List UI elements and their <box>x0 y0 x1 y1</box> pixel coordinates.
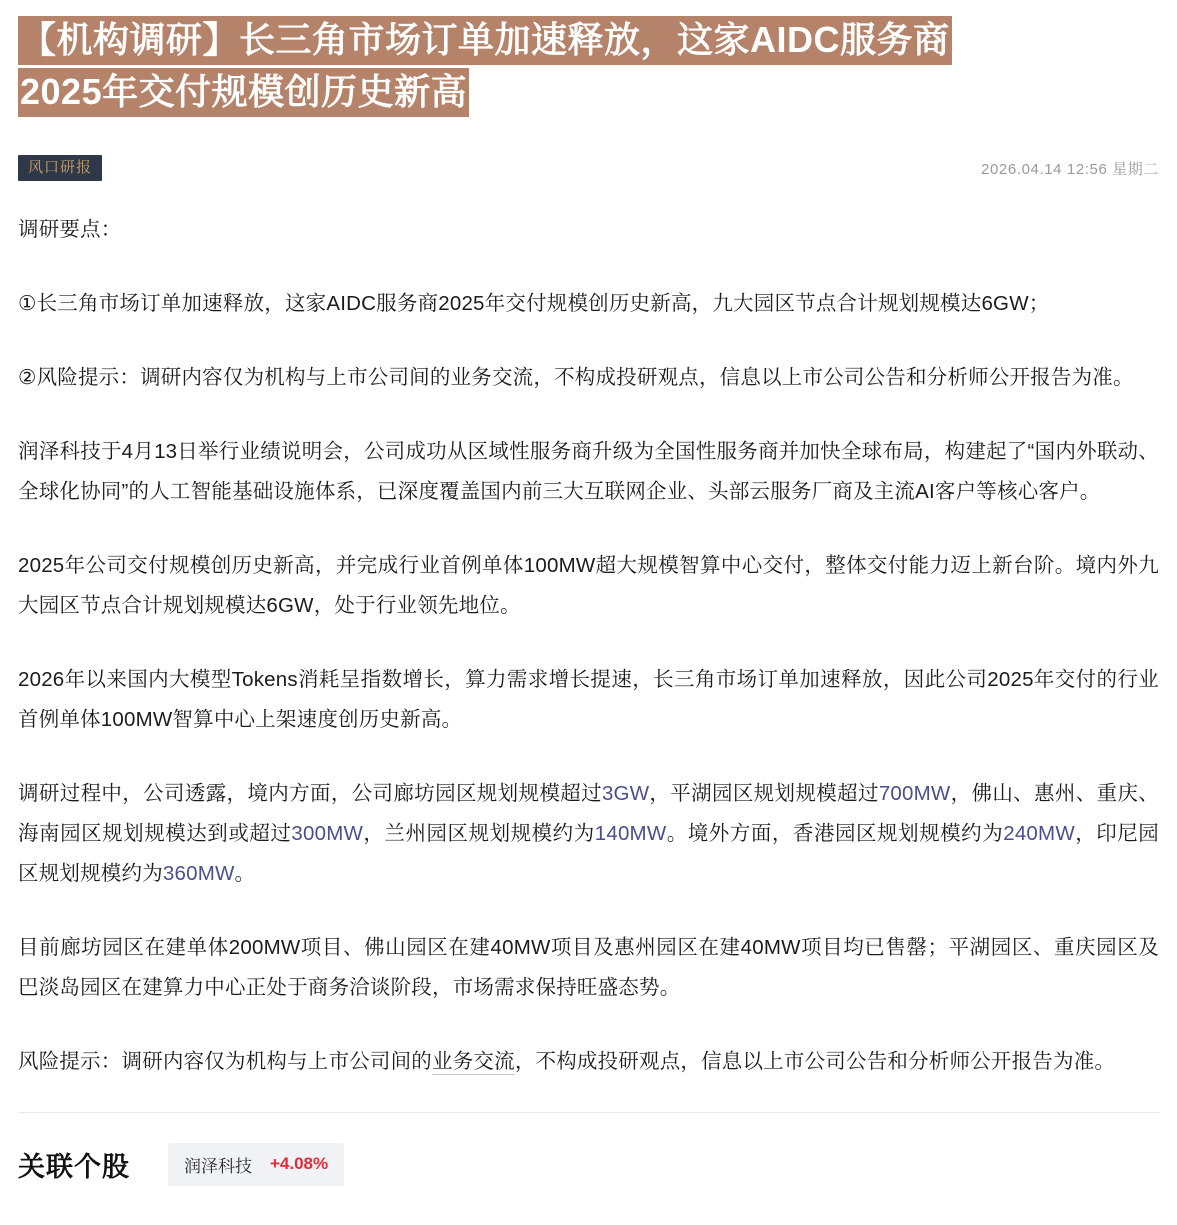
park-capacity-text-g: 。 <box>234 862 256 886</box>
park-capacity-text-b: ，平湖园区规划规模超过 <box>649 782 879 806</box>
capacity-value-foshan-group: 300MW <box>291 822 364 846</box>
risk-disclaimer-text-a: 风险提示：调研内容仅为机构与上市公司间的 <box>18 1049 432 1073</box>
status-badge[interactable]: 风口研报 <box>18 155 102 181</box>
paragraph-keypoint-1: ①长三角市场订单加速释放，这家AIDC服务商2025年交付规模创历史新高，九大园区节点合计规划规模达6GW； <box>18 292 1050 316</box>
title-block <box>18 0 1159 120</box>
capacity-value-pinghu: 700MW <box>878 782 951 806</box>
paragraph-delivery-scale: 2025年公司交付规模创历史新高，并完成行业首例单体100MW超大规模智算中心交付，整体交付能力迈上新台阶。境内外九大园区节点合计规划规模达6GW，处于行业领先地位。 <box>18 554 1159 618</box>
paragraph-keypoint-2: ②风险提示：调研内容仅为机构与上市公司间的业务交流，不构成投研观点，信息以上市公司公告和分析师公开报告为准。 <box>18 366 1134 390</box>
park-capacity-text-d: ，兰州园区规划规模约为 <box>363 822 595 846</box>
paragraph-tokens-demand: 2026年以来国内大模型Tokens消耗呈指数增长，算力需求增长提速，长三角市场订单加速释放，因此公司2025年交付的行业首例单体100MW智算中心上架速度创历史新高。 <box>18 668 1159 732</box>
capacity-value-hongkong: 240MW <box>1003 822 1075 846</box>
risk-disclaimer-emphasis: 业务交流 <box>432 1049 515 1073</box>
article-body <box>18 210 1159 1082</box>
capacity-value-lanzhou: 140MW <box>594 822 667 846</box>
paragraph-intro-heading: 调研要点： <box>18 218 122 242</box>
paragraph-park-capacity <box>18 774 1159 894</box>
related-stock-name: 润泽科技 <box>184 1156 252 1176</box>
capacity-value-indonesia: 360MW <box>162 862 235 886</box>
paragraph-risk-disclaimer <box>18 1042 1159 1082</box>
paragraph-company-overview: 润泽科技于4月13日举行业绩说明会，公司成功从区域性服务商升级为全国性服务商并加快全球布局，构建起了“国内外联动、全球化协同”的人工智能基础设施体系，已深度覆盖国内前三大互联网企业、头部云服务厂商及主流AI客户等核心客户。 <box>18 440 1159 504</box>
related-stock-chip[interactable] <box>168 1143 344 1186</box>
publish-timestamp: 2026.04.14 12:56 星期二 <box>981 160 1159 178</box>
park-capacity-text-a: 调研过程中，公司透露，境内方面，公司廊坊园区规划规模超过 <box>18 782 602 806</box>
park-capacity-text-c: ，佛山、惠州、重庆、海南园区规划规模达到或超过 <box>18 782 1160 846</box>
page-title <box>18 14 1159 118</box>
footer-divider <box>18 1112 1159 1113</box>
park-capacity-text-e: 。境外方面，香港园区规划规模约为 <box>666 822 1004 846</box>
page-title-line-2: 2025年交付规模创历史新高 <box>18 68 469 117</box>
related-stock-change: +4.08% <box>270 1154 329 1174</box>
paragraph-under-construction: 目前廊坊园区在建单体200MW项目、佛山园区在建40MW项目及惠州园区在建40MW项目均已售罄；平湖园区、重庆园区及巴淡岛园区在建算力中心正处于商务洽谈阶段，市场需求保持旺盛态势。 <box>18 936 1159 999</box>
article-meta-row <box>18 152 1159 184</box>
risk-disclaimer-text-b: ，不构成投研观点，信息以上市公司公告和分析师公开报告为准。 <box>514 1049 1116 1073</box>
park-capacity-text-f: ，印尼园区规划规模约为 <box>18 822 1160 886</box>
page-title-line-1: 【机构调研】长三角市场订单加速释放，这家AIDC服务商 <box>18 16 952 65</box>
related-stocks-heading: 关联个股 <box>18 1151 130 1182</box>
capacity-value-langfang: 3GW <box>601 782 650 806</box>
related-stocks-section <box>18 1143 1159 1212</box>
